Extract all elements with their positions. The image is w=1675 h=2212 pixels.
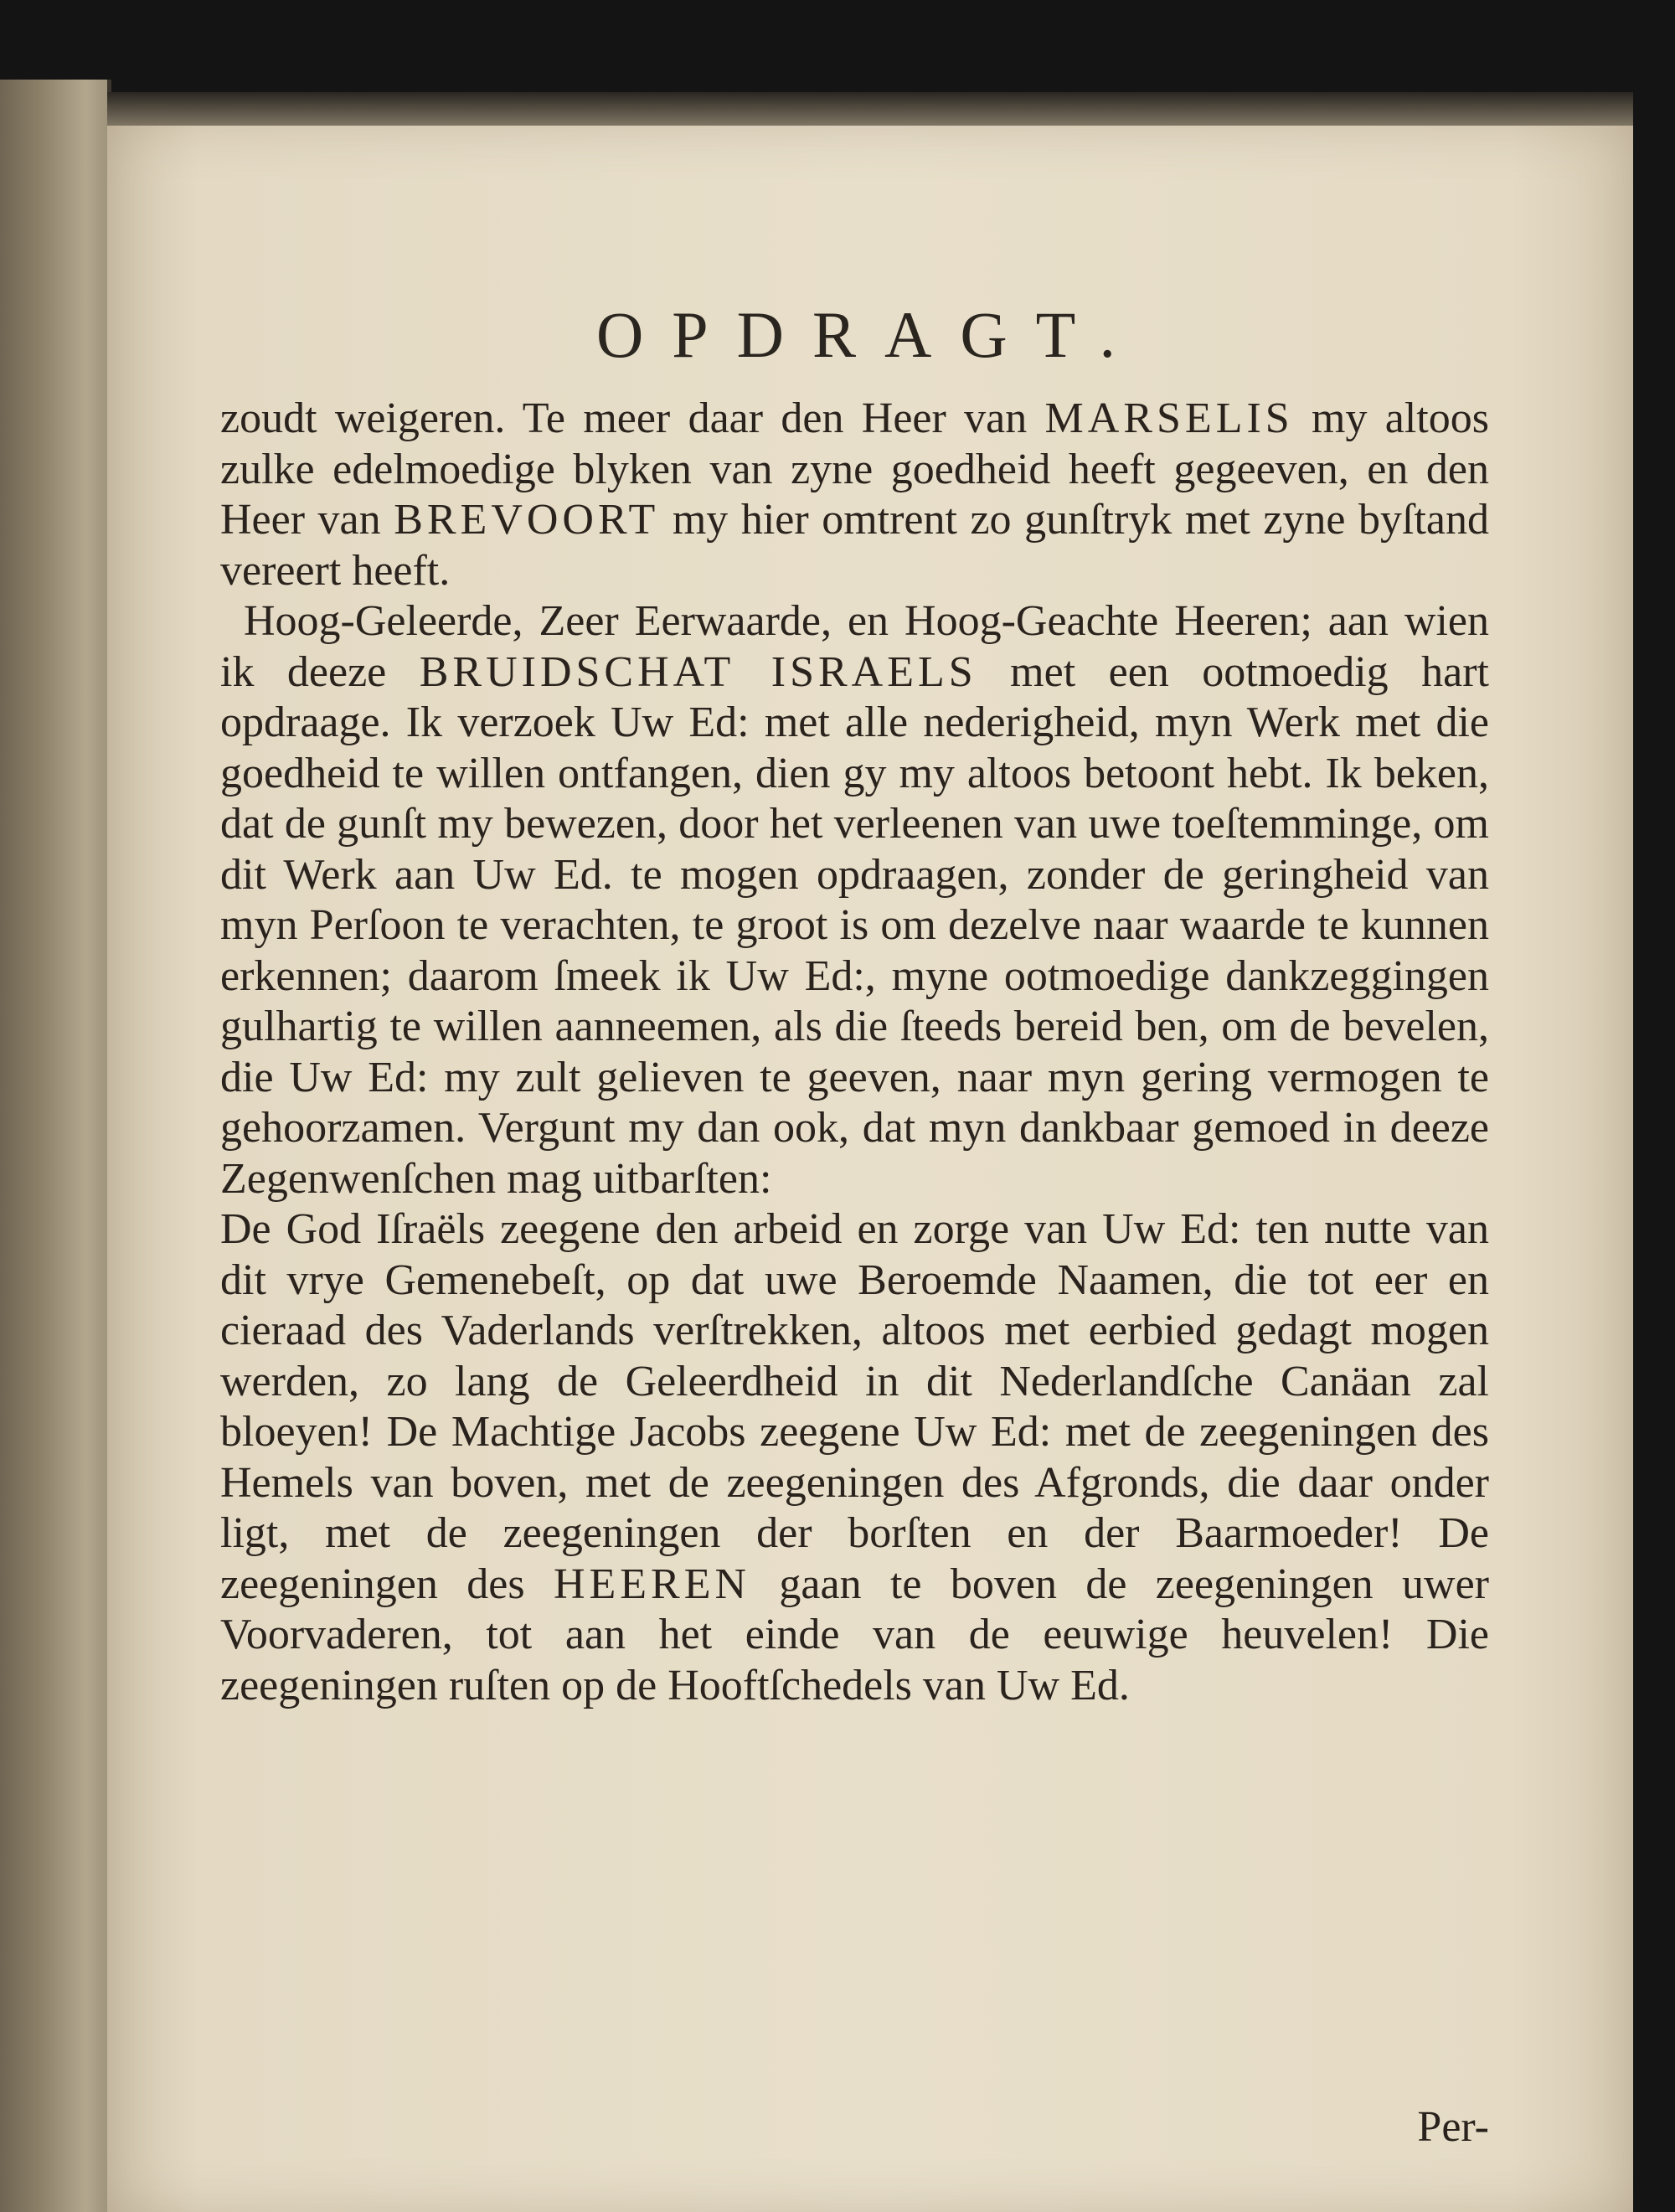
name-marselis: MARSELIS <box>1044 394 1294 442</box>
text-segment: zoudt weigeren. Te meer daar den Heer van <box>220 394 1045 442</box>
name-brevoort: BREVOORT <box>394 496 660 544</box>
text-segment: my hier omtrent zo gunſtryk met zyne byſtand vereert heeft. <box>220 496 1490 595</box>
title-bruidschat: BRUIDSCHAT ISRAELS <box>419 647 977 696</box>
running-head: OPDRAGT. <box>595 298 1145 371</box>
paragraph-3 <box>220 1204 1489 1711</box>
text-segment: De God Iſraëls zeegene den arbeid en zorge van Uw Ed: ten nutte van dit vrye Gemenebeſt, op dat uwe Beroemde Naamen, die tot eer en cieraad des Vaderlands verſtrekken, altoos met eerbied gedagt mogen werden, zo lang de Geleerdheid in dit Nederlandſche Canäan zal bloeyen! De Machtige Jacobs zeegene Uw Ed: met de zeegeningen des Hemels van boven, met de zeegeningen des Afgronds, die daar onder ligt, met de zeegeningen der borſten en der Baarmoeder! De zeegeningen des <box>220 1205 1489 1608</box>
text-segment: Hoog-Geleerde, Zeer Eerwaarde, en Hoog-Geachte Heeren; aan wien ik deeze <box>220 597 1489 696</box>
text-segment: my altoos zulke edelmoedige blyken van zyne goedheid heeft gegeeven, en den Heer van <box>220 394 1489 544</box>
previous-page-edge <box>0 80 111 2212</box>
book-page <box>107 126 1633 2212</box>
paragraph-2 <box>220 596 1489 1204</box>
paragraph-1 <box>220 394 1489 596</box>
word-heeren: HEEREN <box>553 1560 751 1608</box>
catchword: Per- <box>1417 2103 1489 2151</box>
text-segment: met een ootmoedig hart opdraage. Ik verzoek Uw Ed: met alle nederigheid, myn Werk met die goedheid te willen ontfangen, dien gy my altoos betoont hebt. Ik beken, dat de gunſt my bewezen, door het verleenen van uwe toeſtemminge, om dit Werk aan Uw Ed. te mogen opdraagen, zonder de geringheid van myn Perſoon te verachten, te groot is om dezelve naar waarde te kunnen erkennen; daarom ſmeek ik Uw Ed:, myne ootmoedige dankzeggingen gulhartig te willen aanneemen, als die ſteeds bereid ben, om de bevelen, die Uw Ed: my zult gelieven te geeven, naar myn gering vermogen te gehoorzamen. Vergunt my dan ook, dat myn dankbaar gemoed in deeze Zegenwenſchen mag uitbarſten: <box>220 647 1489 1203</box>
text-segment: gaan te boven de zeegeningen uwer Voorvaderen, tot aan het einde van de eeuwige heuvelen! Die zeegeningen ruſten op de Hooftſchedels van Uw Ed. <box>220 1560 1489 1709</box>
body-text <box>220 394 1489 1711</box>
